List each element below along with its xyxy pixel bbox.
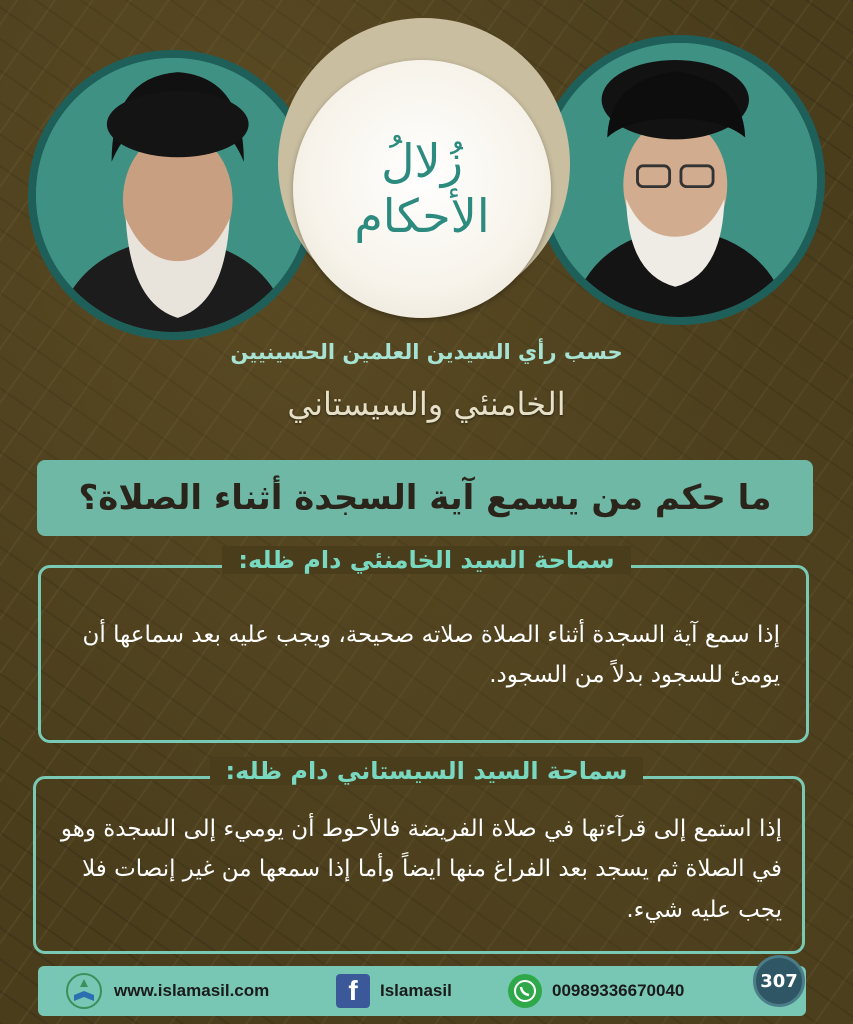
footer-website[interactable] xyxy=(64,966,269,1016)
footer-bar xyxy=(38,966,806,1016)
page-number-badge xyxy=(753,955,805,1007)
facebook-icon: f xyxy=(336,974,370,1008)
footer-facebook[interactable] xyxy=(336,966,452,1016)
portrait-image-left xyxy=(36,58,310,332)
logo-badge xyxy=(293,60,551,318)
khamenei-title-text: سماحة السيد الخامنئي دام ظله: xyxy=(222,546,630,574)
portrait-image-right xyxy=(543,43,817,317)
khamenei-answer-text: إذا سمع آية السجدة أثناء الصلاة صلاته صحيحة، ويجب عليه بعد سماعها أن يومئ للسجود بدلاً من السجود. xyxy=(82,622,780,689)
header xyxy=(0,0,853,350)
subtitle: حسب رأي السيدين العلمين الحسينيين xyxy=(230,340,623,364)
logo-title-line1: زُلالُ xyxy=(381,133,463,188)
calligraphy-names: الخامنئي والسيستاني xyxy=(287,385,566,423)
sistani-answer-text: إذا استمع إلى قرآءتها في صلاة الفريضة فالأحوط أن يوميء إلى السجدة وهو في الصلاة ثم يسجد بعد الفراغ منها ايضاً وأما إذا سمعها من غير إنصات فلا يجب عليه شيء. xyxy=(60,816,782,923)
sistani-title-text: سماحة السيد السيستاني دام ظله: xyxy=(210,757,644,785)
facebook-text: Islamasil xyxy=(380,981,452,1000)
sistani-portrait xyxy=(28,50,318,340)
question-banner xyxy=(37,460,813,536)
whatsapp-number: 00989336670040 xyxy=(552,981,685,1000)
khamenei-title xyxy=(0,546,853,574)
whatsapp-icon xyxy=(508,974,542,1008)
book-logo-icon xyxy=(64,971,104,1011)
khamenei-portrait xyxy=(535,35,825,325)
logo-title-line2: الأحكام xyxy=(354,189,490,243)
footer-whatsapp[interactable] xyxy=(508,966,684,1016)
sistani-title xyxy=(0,757,853,785)
page-number: 307 xyxy=(760,970,798,992)
question-text: ما حكم من يسمع آية السجدة أثناء الصلاة؟ xyxy=(78,478,772,518)
website-text: www.islamasil.com xyxy=(114,981,270,1000)
